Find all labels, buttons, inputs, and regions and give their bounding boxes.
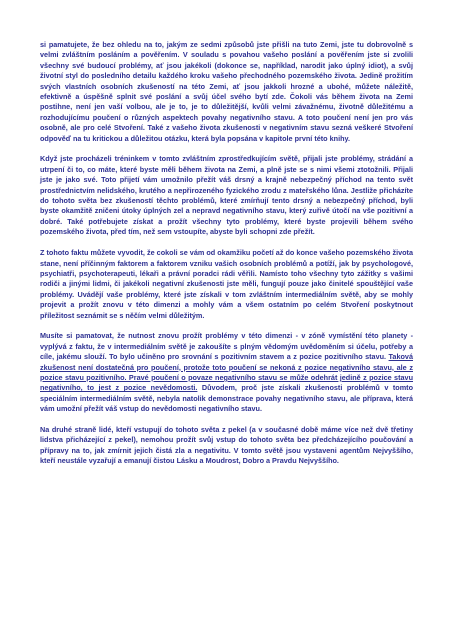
document-page [40, 40, 413, 477]
paragraph-4-text-start: Musíte si pamatovat, že nutnost znovu prožít problémy v této dimenzi - v zóně vymístění této planety - vyplývá z faktu, že v intermediálním světě je zakoušíte s plným vědomým uvědoměním si účelu, potřeby a cíle, jakému slouží. To bylo učiněno pro srovnání s pozitivním stavem a z pozice pozitivního stavu. [40, 331, 413, 362]
paragraph-4-text-end: Důvodem, proč jste získali zkušenosti problémů v tomto speciálním intermediálním světě, nebyla natolik demonstrace povahy negativního stavu, ale příprava, která vám umožní přežít váš vstup do nevědomosti negativního stavu. [40, 383, 413, 414]
paragraph-2-text: Když jste procházeli tréninkem v tomto zvláštním zprostředkujícím světě, přijali jste problémy, strádání a utrpení či to, co máte, které byste měli během života na Zemi, a plně jste se s nimi všemi ztotožnili. Přijali jste je jako své. Toto přijetí vám umožnilo přežít váš drsný a krajně nebezpečný příchod na tento svět prostřednictvím nelidského, krutého a nepřirozeného fyzického zrodu z mateřského lůna. Jestliže přicházíte do tohoto světa bez zkušeností těchto problémů, které zmírňují tento drsný a nebezpečný příchod, byli byste okamžitě zničeni útoky úplných zel a nepravd negativního stavu, který zuřivě útočí na vše pozitivní a dobré. Také potřebujete získat a prožít všechny tyto problémy, které byste projevili během svého pozemského života, před tím, než sem vstoupíte, abyste byli schopni zde přežít. [40, 154, 413, 237]
paragraph-4 [40, 331, 413, 414]
paragraph-5 [40, 425, 413, 467]
paragraph-5-text: Na druhé straně lidé, kteří vstupují do tohoto světa z pekel (a v současné době máme více než dvě třetiny lidstva přicházející z pekel), nemohou prožít svůj vstup do tohoto světa bez předcházejícího poučování a přípravy na to, jak zmírnit jejich čistá zla a negativitu. V tomto světě jsou vystaveni agentům Nejvyššího, kteří neustále vyzařují a emanují čistou Lásku a Moudrost, Dobro a Pravdu Nejvyššího. [40, 424, 413, 466]
paragraph-1 [40, 40, 413, 144]
paragraph-3 [40, 248, 413, 321]
paragraph-4-underlined-text: Taková zkušenost není dostatečná pro poučení, protože toto poučení se nekoná z pozice negativního stavu, ale z pozice stavu pozitivního. Pravé poučení o povaze negativního stavu se může odehrát jedině z pozice stavu negativního, to jest z pozice nevědomosti. [40, 352, 413, 393]
paragraph-2 [40, 154, 413, 237]
paragraph-1-text: si pamatujete, že bez ohledu na to, jakým ze sedmi způsobů jste přišli na tuto Zemi, jste tu dobrovolně s velmi zvláštním posláním a pověřením. V souladu s povahou vašeho poslání a pověřením jste si zvolili všechny své budoucí problémy, ať jsou jakékoli (dokonce se, například, narodit jako úplný idiot), a svůj životní styl do posledního detailu každého kroku vašeho přechodného pozemského života. Jedině prožitím svých vlastních osobních zkušeností na této Zemi, ať jsou jakkoli hrozné a ubohé, můžete náležitě, efektivně a úspěšně splnit své poslání a svůj účel svého bytí zde. Čokoli vás během života na Zemi postihne, není jen vaší volbou, ale je to, je to důležitější, kvůli velmi závažnému, životně důležitému a rozhodujícímu poučení o různých aspektech povahy negativního stavu. A toto poučení není jen pro vás osobně, ale pro celé Stvoření. Také z vašeho života zkušenosti v negativním stavu sezná veškeré Stvoření odpověď na tu kritickou a důležitou otázku, která byla popsána v kapitole první této knihy. [40, 40, 413, 143]
paragraph-3-text: Z tohoto faktu můžete vyvodit, že cokoli se vám od okamžiku početí až do konce vašeho pozemského života stane, není příčinným faktorem a faktorem vzniku vašich osobních problémů a potíží, jak by psychologové, psychiatři, psychoterapeuti, lékaři a právní poradci rádi věřili. Namísto toho všechny tyto zážitky s vašimi rodiči a jinými lidmi, či jakékoli negativní zkušenosti jste měli, fungují pouze jako činitelé spouštějící vaše problémy. Uvádějí vaše problémy, které jste získali v tom zvláštním intermediálním světě, aby se mohly projevit a prožít znovu v této dimenzi a mohly vám a všem ostatním po celém Stvoření poskytnout příležitost seznámit se s něčím velmi důležitým. [40, 248, 413, 320]
